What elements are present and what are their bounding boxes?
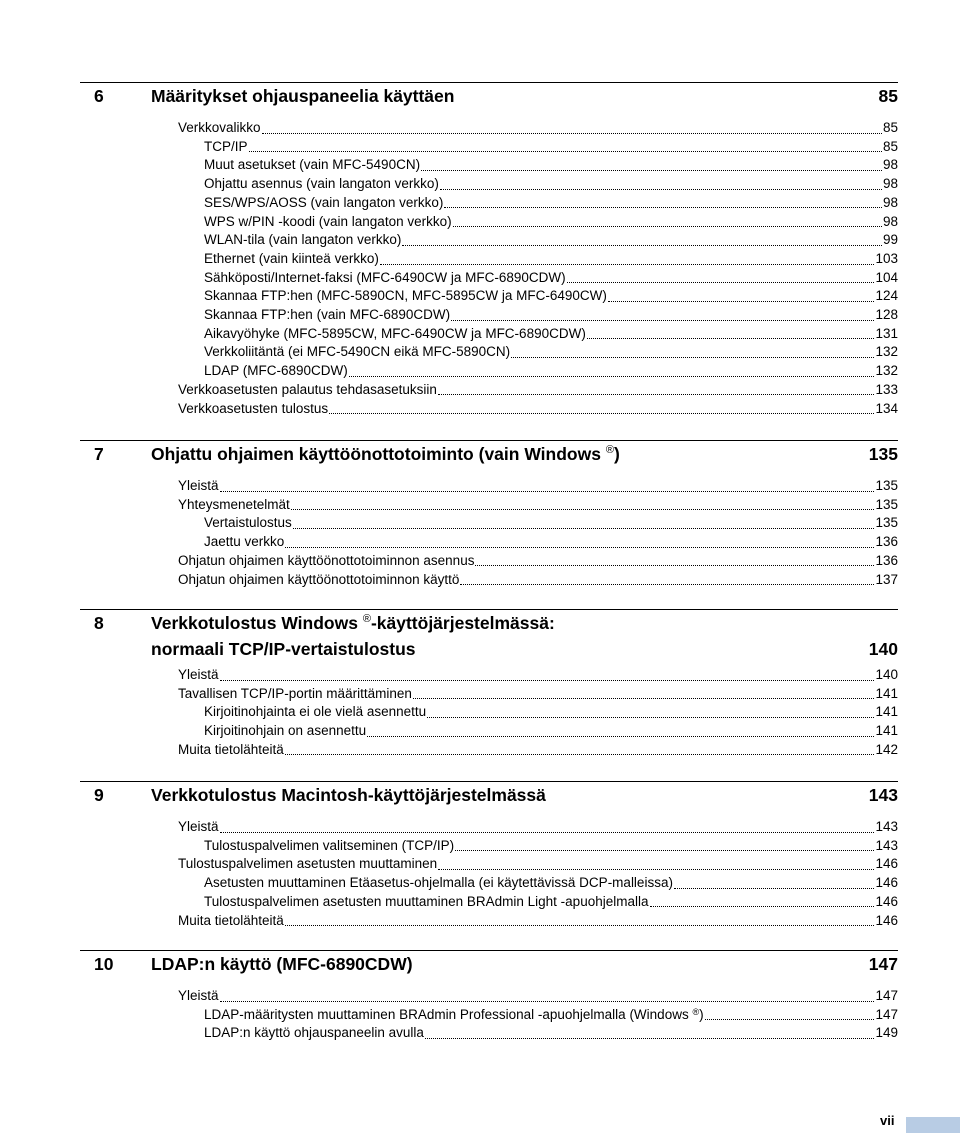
toc-entry-title bbox=[178, 666, 219, 685]
toc-entry-title-text: Ohjatun ohjaimen käyttöönottotoiminnon käyttö bbox=[178, 571, 460, 587]
toc-entry-title-text: Ohjatun ohjaimen käyttöönottotoiminnon asennus bbox=[178, 552, 475, 568]
toc-entry-page: 135 bbox=[875, 496, 898, 512]
toc-entry-page: 143 bbox=[875, 837, 898, 853]
dot-leader bbox=[367, 736, 874, 737]
toc-entry-page: 147 bbox=[875, 988, 898, 1003]
toc-entry-title bbox=[178, 818, 219, 837]
toc-entry-title bbox=[178, 571, 459, 590]
dot-leader bbox=[285, 547, 874, 548]
toc-entry-title bbox=[178, 496, 290, 515]
dot-leader bbox=[453, 226, 882, 227]
toc-entry-page: 141 bbox=[875, 704, 898, 720]
toc-entry-title bbox=[204, 837, 454, 856]
toc-entry-title-text: Tavallisen TCP/IP-portin määrittäminen bbox=[178, 685, 412, 701]
toc-entry-title-text: Yhteysmenetelmät bbox=[178, 496, 290, 512]
toc-entry-page: 135 bbox=[875, 515, 898, 531]
dot-leader bbox=[291, 509, 875, 510]
dot-leader bbox=[705, 1019, 875, 1020]
dot-leader bbox=[674, 888, 875, 889]
dot-leader bbox=[511, 357, 874, 358]
toc-entry-title-text: Sähköposti/Internet-faksi (MFC-6490CW ja MFC-6890CDW) bbox=[204, 269, 566, 285]
toc-entry-title-text: WLAN-tila (vain langaton verkko) bbox=[204, 232, 402, 248]
toc-entry[interactable] bbox=[178, 119, 898, 138]
toc-entry-page: 85 bbox=[882, 120, 898, 135]
dot-leader bbox=[220, 491, 875, 492]
toc-entry-title-text: Verkkovalikko bbox=[178, 120, 261, 135]
toc-entry-title-text: Kirjoitinohjain on asennettu bbox=[204, 723, 367, 739]
toc-entry-title-text: TCP/IP bbox=[204, 138, 248, 154]
toc-entry-title bbox=[204, 175, 439, 194]
chapter-title-text: LDAP:n käyttö (MFC-6890CDW) bbox=[151, 954, 413, 974]
registered-mark: ® bbox=[692, 1006, 700, 1017]
chapter-heading[interactable] bbox=[80, 441, 898, 467]
toc-entry-title-text: LDAP-määritysten muuttaminen BRAdmin Professional -apuohjelmalla (Windows bbox=[204, 1006, 689, 1022]
toc-entry-page: 146 bbox=[875, 875, 898, 891]
toc-entry-title bbox=[204, 287, 607, 306]
dot-leader bbox=[427, 717, 874, 718]
dot-leader bbox=[444, 207, 882, 208]
toc-entry-page: 136 bbox=[875, 552, 898, 568]
toc-entry-title-suffix: ) bbox=[699, 1006, 704, 1022]
toc-entry-title-text: Verkkoasetusten tulostus bbox=[178, 400, 329, 416]
toc-entry[interactable] bbox=[204, 1006, 898, 1025]
toc-entry[interactable] bbox=[178, 855, 898, 874]
toc-entry-page: 137 bbox=[875, 571, 898, 587]
toc-entry-title bbox=[178, 119, 261, 138]
dot-leader bbox=[650, 906, 875, 907]
toc-entry-title-text: Yleistä bbox=[178, 478, 219, 493]
chapter-title bbox=[151, 782, 546, 808]
toc-entry[interactable] bbox=[204, 362, 898, 381]
toc-entry-page: 103 bbox=[875, 250, 898, 266]
toc-entry[interactable] bbox=[178, 685, 898, 704]
toc-entry-page: 143 bbox=[875, 819, 898, 834]
toc-entry-title-text: WPS w/PIN -koodi (vain langaton verkko) bbox=[204, 213, 452, 229]
toc-entry-title bbox=[204, 156, 420, 175]
toc-entry-title bbox=[204, 1006, 704, 1025]
registered-mark: ® bbox=[362, 613, 371, 625]
toc-entry-page: 147 bbox=[875, 1006, 898, 1022]
chapter-title-text: Ohjattu ohjaimen käyttöönottotoiminto (vain Windows bbox=[151, 444, 601, 464]
chapter-title-text: Määritykset ohjauspaneelia käyttäen bbox=[151, 86, 455, 106]
dot-leader bbox=[425, 1038, 875, 1039]
toc-entry-title bbox=[178, 855, 437, 874]
toc-entry-title bbox=[178, 552, 474, 571]
dot-leader bbox=[440, 189, 882, 190]
dot-leader bbox=[567, 282, 875, 283]
dot-leader bbox=[421, 170, 882, 171]
toc-entry[interactable] bbox=[178, 496, 898, 515]
toc-entry[interactable] bbox=[204, 138, 898, 157]
toc-entry-page: 98 bbox=[882, 176, 898, 192]
toc-entry-page: 135 bbox=[875, 478, 898, 493]
toc-entry-title-text: SES/WPS/AOSS (vain langaton verkko) bbox=[204, 194, 444, 210]
chapter-number: 7 bbox=[94, 444, 104, 464]
toc-entry-page: 136 bbox=[875, 534, 898, 550]
chapter-title-suffix: -käyttöjärjestelmässä: bbox=[370, 613, 555, 633]
toc-entry-title-text: Aikavyöhyke (MFC-5895CW, MFC-6490CW ja MFC-6890CDW) bbox=[204, 325, 586, 341]
dot-leader bbox=[329, 413, 874, 414]
toc-entry-title-text: Tulostuspalvelimen asetusten muuttaminen bbox=[178, 856, 438, 872]
toc-entry-page: 98 bbox=[882, 194, 898, 210]
toc-entry-title-text: Verkkoasetusten palautus tehdasasetuksiin bbox=[178, 381, 437, 397]
toc-entry-page: 104 bbox=[875, 269, 898, 285]
toc-entry-page: 134 bbox=[875, 400, 898, 416]
chapter-number: 6 bbox=[94, 86, 104, 106]
toc-entry-title bbox=[178, 912, 284, 931]
dot-leader bbox=[285, 754, 875, 755]
toc-entry[interactable] bbox=[204, 287, 898, 306]
chapter-title-line2: normaali TCP/IP-vertaistulostus bbox=[151, 639, 416, 659]
toc-entry-title bbox=[204, 703, 426, 722]
dot-leader bbox=[475, 565, 874, 566]
dot-leader bbox=[220, 680, 875, 681]
chapter-page-number: 147 bbox=[868, 954, 898, 974]
toc-entry-title bbox=[204, 362, 348, 381]
toc-entry-title bbox=[204, 722, 366, 741]
chapter-page-number: 143 bbox=[868, 785, 898, 805]
toc-entry-title bbox=[204, 325, 586, 344]
toc-entry-page: 124 bbox=[875, 288, 898, 304]
toc-entry[interactable] bbox=[178, 400, 898, 419]
toc-entry-page: 141 bbox=[875, 723, 898, 739]
chapter-title bbox=[151, 951, 413, 977]
toc-entry-page: 141 bbox=[875, 685, 898, 701]
toc-entry-title-text: Muita tietolähteitä bbox=[178, 912, 284, 928]
toc-entry-title-text: Muut asetukset (vain MFC-5490CN) bbox=[204, 157, 421, 173]
toc-entry-title-text: LDAP (MFC-6890CDW) bbox=[204, 363, 348, 379]
toc-entry-title-text: Skannaa FTP:hen (vain MFC-6890CDW) bbox=[204, 307, 451, 322]
toc-entry[interactable] bbox=[204, 1024, 898, 1043]
dot-leader bbox=[249, 151, 882, 152]
dot-leader bbox=[438, 869, 874, 870]
toc-entry-title bbox=[204, 1024, 424, 1043]
dot-leader bbox=[451, 320, 874, 321]
toc-entry[interactable] bbox=[204, 269, 898, 288]
dot-leader bbox=[293, 528, 875, 529]
dot-leader bbox=[380, 264, 875, 265]
toc-entry-title-text: Yleistä bbox=[178, 988, 219, 1003]
chapter-7 bbox=[80, 440, 898, 467]
toc-entry-page: 85 bbox=[882, 138, 898, 154]
chapter-title bbox=[151, 610, 555, 662]
chapter-heading[interactable] bbox=[80, 83, 898, 109]
toc-entry-page: 146 bbox=[875, 893, 898, 909]
toc-entry-title-text: Tulostuspalvelimen valitseminen (TCP/IP) bbox=[204, 837, 455, 853]
toc-entry[interactable] bbox=[178, 912, 898, 931]
toc-entry[interactable] bbox=[204, 533, 898, 552]
toc-entry-page: 131 bbox=[875, 325, 898, 341]
toc-entry-title bbox=[204, 250, 379, 269]
toc-entry-title-text: Yleistä bbox=[178, 819, 219, 834]
toc-entry[interactable] bbox=[204, 722, 898, 741]
toc-entry[interactable] bbox=[204, 306, 898, 325]
toc-entry-page: 132 bbox=[875, 344, 898, 360]
toc-entry-title bbox=[204, 874, 673, 893]
toc-entry-title-text: Vertaistulostus bbox=[204, 515, 292, 531]
toc-entry-title-text: Yleistä bbox=[178, 667, 219, 682]
toc-entry-page: 142 bbox=[875, 741, 898, 757]
toc-entry-title-text: Tulostuspalvelimen asetusten muuttaminen BRAdmin Light -apuohjelmalla bbox=[204, 893, 649, 909]
toc-entry-title bbox=[178, 741, 284, 760]
toc-entry-title-text: Skannaa FTP:hen (MFC-5890CN, MFC-5895CW ja MFC-6490CW) bbox=[204, 288, 607, 304]
dot-leader bbox=[455, 850, 874, 851]
toc-entry-page: 140 bbox=[875, 667, 898, 682]
chapter-title-text: Verkkotulostus Macintosh-käyttöjärjestelmässä bbox=[151, 785, 546, 805]
toc-entry-page: 132 bbox=[875, 363, 898, 379]
chapter-page-number: 85 bbox=[878, 86, 898, 106]
toc-entry-title-text: Verkkoliitäntä (ei MFC-5490CN eikä MFC-5890CN) bbox=[204, 344, 511, 360]
toc-entry-page: 133 bbox=[875, 381, 898, 397]
chapter-title-text: Verkkotulostus Windows bbox=[151, 613, 358, 633]
chapter-page-number: 140 bbox=[868, 639, 898, 659]
chapter-8 bbox=[80, 609, 898, 662]
footer-accent-bar bbox=[906, 1117, 960, 1133]
toc-entry[interactable] bbox=[178, 552, 898, 571]
toc-entry-title-text: Asetusten muuttaminen Etäasetus-ohjelmalla (ei käytettävissä DCP-malleissa) bbox=[204, 875, 673, 891]
dot-leader bbox=[402, 245, 882, 246]
toc-entry-title bbox=[204, 306, 450, 325]
toc-entry[interactable] bbox=[204, 514, 898, 533]
dot-leader bbox=[349, 376, 875, 377]
toc-entry[interactable] bbox=[204, 213, 898, 232]
chapter-heading[interactable] bbox=[80, 782, 898, 808]
page-number: vii bbox=[880, 1113, 895, 1128]
chapter-title-suffix: ) bbox=[613, 444, 620, 464]
chapter-title bbox=[151, 83, 454, 109]
chapter-heading[interactable] bbox=[80, 610, 898, 662]
toc-entry[interactable] bbox=[178, 381, 898, 400]
toc-entry-page: 99 bbox=[882, 232, 898, 248]
toc-entry-title bbox=[204, 533, 284, 552]
toc-entry[interactable] bbox=[204, 343, 898, 362]
chapter-title bbox=[151, 441, 620, 467]
chapter-number: 10 bbox=[94, 954, 114, 974]
dot-leader bbox=[587, 338, 875, 339]
toc-entry-title bbox=[204, 893, 649, 912]
toc-entry-title bbox=[204, 269, 566, 288]
toc-entry-title bbox=[204, 343, 510, 362]
toc-entry[interactable] bbox=[178, 987, 898, 1006]
toc-entry[interactable] bbox=[204, 250, 898, 269]
toc-entry-title-text: Ethernet (vain kiinteä verkko) bbox=[204, 250, 379, 266]
dot-leader bbox=[262, 133, 882, 134]
dot-leader bbox=[220, 1001, 875, 1002]
dot-leader bbox=[438, 394, 875, 395]
chapter-9 bbox=[80, 781, 898, 808]
chapter-number: 9 bbox=[94, 785, 104, 805]
chapter-6 bbox=[80, 82, 898, 109]
toc-entry-title-text: Muita tietolähteitä bbox=[178, 741, 284, 757]
toc-entry-title-text: Kirjoitinohjainta ei ole vielä asennettu bbox=[204, 704, 427, 720]
toc-entry-page: 128 bbox=[875, 307, 898, 322]
toc-entry-title bbox=[178, 685, 412, 704]
dot-leader bbox=[285, 925, 875, 926]
toc-entry-title-text: LDAP:n käyttö ohjauspaneelin avulla bbox=[204, 1025, 424, 1041]
chapter-heading[interactable] bbox=[80, 951, 898, 977]
toc-entry[interactable] bbox=[178, 666, 898, 685]
toc-entry[interactable] bbox=[178, 741, 898, 760]
dot-leader bbox=[608, 301, 875, 302]
toc-entry-title bbox=[178, 400, 328, 419]
chapter-10 bbox=[80, 950, 898, 977]
toc-entry[interactable] bbox=[178, 571, 898, 590]
toc-entry[interactable] bbox=[178, 477, 898, 496]
dot-leader bbox=[413, 698, 875, 699]
toc-entry[interactable] bbox=[204, 156, 898, 175]
chapter-number: 8 bbox=[94, 613, 104, 633]
toc-entry-title bbox=[204, 138, 248, 157]
dot-leader bbox=[460, 584, 874, 585]
toc-entry-page: 98 bbox=[882, 213, 898, 229]
toc-entry-page: 98 bbox=[882, 157, 898, 173]
toc-entry-title-text: Ohjattu asennus (vain langaton verkko) bbox=[204, 176, 439, 192]
toc-entry[interactable] bbox=[204, 194, 898, 213]
toc-entry-page: 146 bbox=[875, 856, 898, 872]
toc-entry-title bbox=[204, 194, 443, 213]
registered-mark: ® bbox=[605, 444, 614, 456]
toc-entry[interactable] bbox=[204, 893, 898, 912]
toc-entry-title bbox=[204, 514, 292, 533]
toc-entry-title-text: Jaettu verkko bbox=[204, 534, 285, 550]
toc-entry-title bbox=[178, 477, 219, 496]
toc-entry[interactable] bbox=[204, 175, 898, 194]
toc-entry[interactable] bbox=[204, 325, 898, 344]
toc-entry-title bbox=[204, 213, 452, 232]
toc-entry[interactable] bbox=[204, 231, 898, 250]
toc-entry-title bbox=[178, 987, 219, 1006]
toc-entry-page: 149 bbox=[875, 1025, 898, 1041]
toc-entry-title bbox=[178, 381, 437, 400]
chapter-page-number: 135 bbox=[868, 444, 898, 464]
toc-entry-title bbox=[204, 231, 401, 250]
toc-entry-page: 146 bbox=[875, 912, 898, 928]
dot-leader bbox=[220, 832, 875, 833]
toc-entry[interactable] bbox=[178, 818, 898, 837]
toc-entry[interactable] bbox=[204, 837, 898, 856]
toc-entry[interactable] bbox=[204, 874, 898, 893]
toc-entry[interactable] bbox=[204, 703, 898, 722]
